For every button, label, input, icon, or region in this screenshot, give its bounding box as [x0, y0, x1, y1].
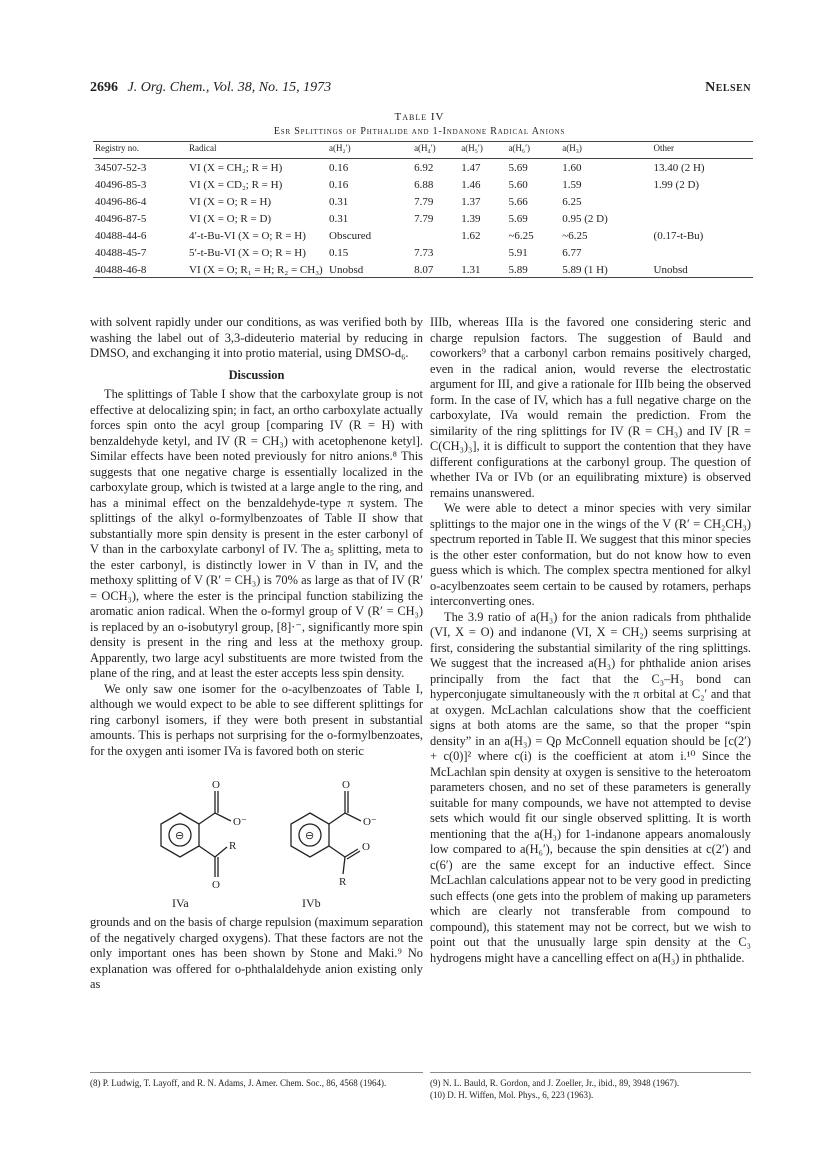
table-header-row — [93, 142, 753, 159]
table-cell: ~6.25 — [562, 230, 588, 242]
atom-label: O — [342, 779, 350, 791]
table-cell: 7.79 — [414, 213, 434, 225]
table-cell: 1.47 — [461, 162, 481, 174]
atom-label: O — [362, 841, 370, 853]
table-cell: VI (X = O; R = D) — [189, 213, 272, 225]
table-cell: 7.79 — [414, 196, 434, 208]
table-cell: 6.77 — [562, 247, 582, 259]
structure-label-iva: IVa — [172, 896, 189, 910]
table-cell: Unobsd — [653, 264, 688, 276]
paragraph: We were able to detect a minor species with very similar splittings to the major one in the wings of the V (R′ = CH₂CH₃) spectrum reported in Table II. We suggest that this minor species is the other ester conformation, but do not know how to even guess which is which. The complex spectra mentioned for alkyl o-acylbenzoates seem certain to be caused by rotamers, perhaps interconverting ones. — [430, 501, 751, 608]
section-heading: Discussion — [228, 367, 285, 382]
table-cell: 40496-86-4 — [95, 196, 147, 208]
paragraph: The 3.9 ratio of a(H₃) for the anion radicals from phthalide (VI, X = O) and indanone (VI, X = CH₂) seems surprising at first, considering the substantial similarity of the ring splittings. We suggest that the increased a(H₃) for phthalide anion arises principally from the fact that the C₃–H₃ bond can hyperconjugate simultaneously with the π orbital at C₂′ and that at oxygen. McLachlan calculations show that the coefficient signs at both atoms are the same, so that the proper “spin density” in an a(H₃) = Qρ McConnell equation should be [c(2′) + c(0)]² where c(i) is the coefficient at atom i.¹⁰ Since the McLachlan spin density at oxygen is sensitive to the heteroatom parameters chosen, and no set of these parameters is generally suitable for many compounds, we have not attempted to devise sets which would fit our single observed splitting. It is worth mentioning that the a(H₃) for 1-indanone appears anomalously low compared to a(H₆′), because the spin densities at c(2′) and c(6′) are the same except for an inductive effect. Since McLachlan calculations appear not to be very good in predicting such effects (one gets into the problem of making up parameters which are clearly not transferable from compound to compound), this statement may not be correct, but we wish to point out that the unusually large spin density at the C₃ hydrogens might have a cancelling effect on a(H₃) in phthalide. — [430, 609, 751, 965]
header-h4: a(H₄′) — [412, 142, 459, 159]
right-column — [430, 315, 751, 966]
table-cell: 6.25 — [562, 196, 582, 208]
atom-label: R — [339, 876, 347, 888]
table-cell — [412, 226, 459, 243]
page-number: 2696 — [90, 80, 118, 95]
table-cell — [652, 243, 753, 260]
running-header — [90, 80, 751, 100]
structure-drawing — [90, 761, 423, 911]
table-cell: 40496-87-5 — [95, 213, 147, 225]
table-cell: Obscured — [329, 230, 372, 242]
table-cell: 7.73 — [414, 247, 434, 259]
table-cell: 0.31 — [329, 196, 349, 208]
header-h2: a(H₂′) — [327, 142, 412, 159]
atom-label: O⁻ — [233, 816, 247, 828]
table-cell: 5.66 — [508, 196, 528, 208]
table-cell: 8.07 — [414, 264, 434, 276]
table-cell: 1.99 (2 D) — [653, 179, 700, 191]
table-cell: VI (X = CD₂; R = H) — [189, 179, 283, 191]
table-cell: 5.60 — [508, 179, 528, 191]
table-row — [93, 159, 753, 176]
table-cell: 5.89 — [508, 264, 528, 276]
header-other: Other — [652, 142, 753, 159]
table-row — [93, 260, 753, 278]
table-cell: ~6.25 — [508, 230, 534, 242]
structure-label-ivb: IVb — [302, 896, 321, 910]
author-name: Nelsen — [705, 80, 751, 95]
esr-table — [93, 141, 753, 280]
footnotes-left — [90, 1072, 423, 1089]
left-column — [90, 315, 423, 993]
paragraph: We only saw one isomer for the o-acylbenzoates of Table I, although we would expect to be able to see different splittings for ring carbonyl isomers, if they were both present in substantial amounts. This is perhaps not surprising for the o-formylbenzoates, for the oxygen anti isomer IVa is favored both on steric — [90, 681, 423, 758]
paragraph: IIIb, whereas IIIa is the favored one considering steric and charge repulsion factors. The suggestion of Bauld and coworkers⁹ that a carbonyl carbon remains positively charged, even in the radical anion, would reverse the electrostatic argument for III, and give a rationale for IIIb being the observed form. In the case of IV, which has a full negative charge on the carboxylate, IVa would remain the prediction. From the similarity of the ring splittings for IV (R = CH₃) and IV [R = C(CH₃)₃], it is difficult to support the contention that they have different configurations at the carbonyl group. The question of whether IVa or IVb (or an equilibrating mixture) is observed remains unanswered. — [430, 315, 751, 500]
table-caption: Esr Splittings of Phthalide and 1-Indanone Radical Anions — [273, 126, 566, 137]
table-row — [93, 243, 753, 260]
table-cell: 40488-46-8 — [95, 264, 147, 276]
table-cell: 1.31 — [461, 264, 481, 276]
footnote: (9) N. L. Bauld, R. Gordon, and J. Zoeller, Jr., ibid., 89, 3948 (1967). — [430, 1078, 680, 1088]
chemical-structures — [90, 761, 423, 911]
footnotes-right — [430, 1072, 751, 1101]
table-cell: VI (X = O; R = H) — [189, 196, 272, 208]
table-cell: 5′-t-Bu-VI (X = O; R = H) — [189, 247, 306, 259]
paragraph: grounds and on the basis of charge repulsion (maximum separation of the negatively charged oxygens). That these factors are not the only important ones has been shown by Stone and Maki.⁹ No explanation was offered for o-phthalaldehyde anion existing only as — [90, 915, 423, 991]
table-cell — [652, 209, 753, 226]
table-row — [93, 209, 753, 226]
header-h5: a(H₅′) — [459, 142, 506, 159]
table-cell: 0.16 — [329, 179, 349, 191]
footnote: (10) D. H. Wiffen, Mol. Phys., 6, 223 (1963). — [430, 1090, 594, 1100]
table-cell: VI (X = CH₂; R = H) — [189, 162, 283, 174]
table-cell: 1.62 — [461, 230, 481, 242]
ring-charge: ⊖ — [175, 830, 185, 842]
table-cell: 0.15 — [329, 247, 349, 259]
table-cell: 1.46 — [461, 179, 481, 191]
table-cell: 6.92 — [414, 162, 434, 174]
table-row — [93, 175, 753, 192]
ring-charge: ⊖ — [305, 830, 315, 842]
table-cell: 5.69 — [508, 162, 528, 174]
table-cell: 6.88 — [414, 179, 434, 191]
paragraph: The splittings of Table I show that the carboxylate group is not effective at delocalizing spin; in fact, an ortho carboxylate actually forces spin onto the acyl group [comparing IV (R = H) with benzaldehyde ketyl, and IV (R = CH₃) with acetophenone ketyl]. Similar effects have been noted previously for nitro anions.⁸ This suggests that one negative charge is essentially localized in the carboxylate group, which is twisted at a large angle to the ring, and has a minimal effect on the benzaldehyde-type π system. The splittings of the alkyl o-formylbenzoates of Table II show that substantially more spin density is present in the ester carbonyl of V than in the carboxylate carbonyl of IV. The a₅ splitting, meta to the ester carbonyl, is distinctly lower in V than in IV, and the methoxy splitting of V (R′ = CH₃) is 70% as large as that of IV (R′ = OCH₃), where the ester is the principal function stabilizing the aromatic anion radical. When the o-formyl group of V (R′ = CH₃) is replaced by an o-isobutyryl group, [8]·⁻, significantly more spin density is present in the ring and less at the methoxy group. Apparently, two large acyl substituents are more twisted from the plane of the ring, and at least the ester accepts less spin density. — [90, 387, 423, 680]
atom-label: R — [229, 840, 237, 852]
table-cell: 1.39 — [461, 213, 481, 225]
table-cell: 40488-44-6 — [95, 230, 147, 242]
table-cell: 34507-52-3 — [95, 162, 147, 174]
table-cell: 5.69 — [508, 213, 528, 225]
table-cell: VI (X = O; R₁ = H; R₂ = CH₃) — [189, 264, 323, 276]
atom-label: O — [212, 879, 220, 891]
table-cell: 1.59 — [562, 179, 582, 191]
journal-citation: J. Org. Chem., Vol. 38, No. 15, 1973 — [127, 80, 332, 95]
footnote: (8) P. Ludwig, T. Layoff, and R. N. Adams, J. Amer. Chem. Soc., 86, 4568 (1964). — [90, 1078, 387, 1088]
table-cell: 40496-85-3 — [95, 179, 147, 191]
table-cell: 0.31 — [329, 213, 349, 225]
atom-label: O⁻ — [363, 816, 377, 828]
table-title: Table IV — [394, 111, 445, 123]
header-h3: a(H₃) — [560, 142, 651, 159]
table-cell: 0.95 (2 D) — [562, 213, 608, 225]
table-cell — [652, 192, 753, 209]
header-registry: Registry no. — [93, 142, 187, 159]
table-cell: 1.37 — [461, 196, 481, 208]
table-cell: Unobsd — [329, 264, 364, 276]
header-h6: a(H₆′) — [506, 142, 560, 159]
table-cell: 0.16 — [329, 162, 349, 174]
header-radical: Radical — [187, 142, 327, 159]
table-cell: 5.91 — [508, 247, 528, 259]
table-row — [93, 226, 753, 243]
table-cell: 4′-t-Bu-VI (X = O; R = H) — [189, 230, 306, 242]
table-cell — [459, 243, 506, 260]
table-row — [93, 192, 753, 209]
paragraph: with solvent rapidly under our conditions, as was verified both by washing the label out of 3,3-dideuterio material by reducing in DMSO, and exchanging it into protio material, using DMSO-d₆. — [90, 315, 423, 360]
table-cell: 40488-45-7 — [95, 247, 147, 259]
table-cell: 13.40 (2 H) — [653, 162, 705, 174]
table-cell: 1.60 — [562, 162, 582, 174]
table-cell: 5.89 (1 H) — [562, 264, 608, 276]
atom-label: O — [212, 779, 220, 791]
table-cell: (0.17-t-Bu) — [653, 230, 704, 242]
